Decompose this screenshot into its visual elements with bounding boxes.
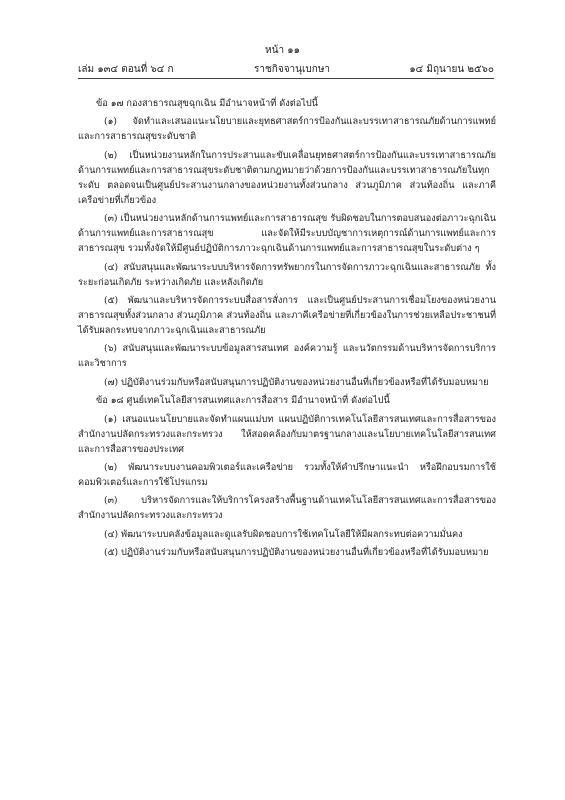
header-volume: เล่ม ๑๓๔ ตอนที่ ๖๔ ก (78, 64, 174, 75)
section-17-item-6: (๖) สนับสนุนและพัฒนาระบบข้อมูลสารสนเทศ องค์ความรู้ และนวัตกรรมด้านบริหารจัดการบริการ และวิชาการ (78, 343, 496, 370)
document-body (78, 96, 496, 563)
section-17-item-3: (๓) เป็นหน่วยงานหลักด้านการแพทย์และการสาธารณสุข รับผิดชอบในการตอบสนองต่อภาวะฉุกเฉินด้านการแพทย์และการสาธารณสุข และจัดให้มีระบบบัญชาการเหตุการณ์ด้านการแพทย์และการสาธารณสุข รวมทั้งจัดให้มีศูนย์ปฏิบัติการภาวะฉุกเฉินด้านการแพทย์และการสาธารณสุขในระดับต่าง ๆ (78, 213, 496, 255)
section-17-item-7: (๗) ปฏิบัติงานร่วมกับหรือสนับสนุนการปฏิบัติงานของหน่วยงานอื่นที่เกี่ยวข้องหรือที่ได้รับมอบหมาย (104, 376, 489, 388)
section-18-item-1: (๑) เสนอแนะนโยบายและจัดทำแผนแม่บท แผนปฏิบัติการเทคโนโลยีสารสนเทศและการสื่อสารของสำนักงานปลัดกระทรวงและกระทรวง ให้สอดคล้องกับมาตรฐานกลางและนโยบายเทคโนโลยีสารสนเทศและการสื่อสารของประเทศ (78, 413, 496, 455)
section-18-item-5: (๕) ปฏิบัติงานร่วมกับหรือสนับสนุนการปฏิบัติงานของหน่วยงานอื่นที่เกี่ยวข้องหรือที่ได้รับมอบหมาย (104, 547, 489, 559)
section-17-heading: ข้อ ๑๗ กองสาธารณสุขฉุกเฉิน มีอำนาจหน้าที่ ดังต่อไปนี้ (96, 98, 318, 109)
section-18-heading: ข้อ ๑๘ ศูนย์เทคโนโลยีสารสนเทศและการสื่อสาร มีอำนาจหน้าที่ ดังต่อไปนี้ (96, 395, 390, 407)
header-date: ๑๔ มิถุนายน ๒๕๖๐ (409, 64, 494, 75)
section-18-item-2: (๒) พัฒนาระบบงานคอมพิวเตอร์และเครือข่าย รวมทั้งให้คำปรึกษาแนะนำ หรือฝึกอบรมการใช้คอมพิวเตอร์และการใช้โปรแกรม (78, 461, 496, 488)
section-17-item-2: (๒) เป็นหน่วยงานหลักในการประสานและขับเคลื่อนยุทธศาสตร์การป้องกันและบรรเทาสาธารณภัยด้านการแพทย์และการสาธารณสุขระดับชาติตามกฎหมายว่าด้วยการป้องกันและบรรเทาสาธารณภัยในทุกระดับ ตลอดจนเป็นศูนย์ประสานงานกลางของหน่วยงานทั้งส่วนกลาง ส่วนภูมิภาค ส่วนท้องถิ่น และภาคีเครือข่ายที่เกี่ยวข้อง (78, 149, 496, 206)
section-18-item-4: (๔) พัฒนาระบบคลังข้อมูลและดูแลรับผิดชอบการใช้เทคโนโลยีให้มีผลกระทบต่อความมั่นคง (104, 528, 463, 540)
section-18-item-3: (๓) บริหารจัดการและให้บริการโครงสร้างพื้นฐานด้านเทคโนโลยีสารสนเทศและการสื่อสารของสำนักงานปลัดกระทรวงและกระทรวง (78, 495, 496, 522)
gazette-header (78, 62, 494, 79)
header-publication: ราชกิจจานุเบกษา (254, 64, 331, 75)
section-17-item-1: (๑) จัดทำและเสนอแนะนโยบายและยุทธศาสตร์การป้องกันและบรรเทาสาธารณภัยด้านการแพทย์และการสาธารณสุขระดับชาติ (78, 116, 496, 143)
section-17-item-5: (๕) พัฒนาและบริหารจัดการระบบสื่อสารสั่งการ และเป็นศูนย์ประสานการเชื่อมโยงของหน่วยงานสาธารณสุขทั้งส่วนกลาง ส่วนภูมิภาค ส่วนท้องถิ่น และภาคีเครือข่ายที่เกี่ยวข้องในการช่วยเหลือประชาชนที่ได้รับผลกระทบจากภาวะฉุกเฉินและสาธารณภัย (78, 294, 496, 336)
section-17-item-4: (๔) สนับสนุนและพัฒนาระบบบริหารจัดการทรัพยากรในการจัดการภาวะฉุกเฉินและสาธารณภัย ทั้งระยะก่อนเกิดภัย ระหว่างเกิดภัย และหลังเกิดภัย (78, 261, 496, 288)
page-number: หน้า ๑๑ (265, 45, 300, 56)
